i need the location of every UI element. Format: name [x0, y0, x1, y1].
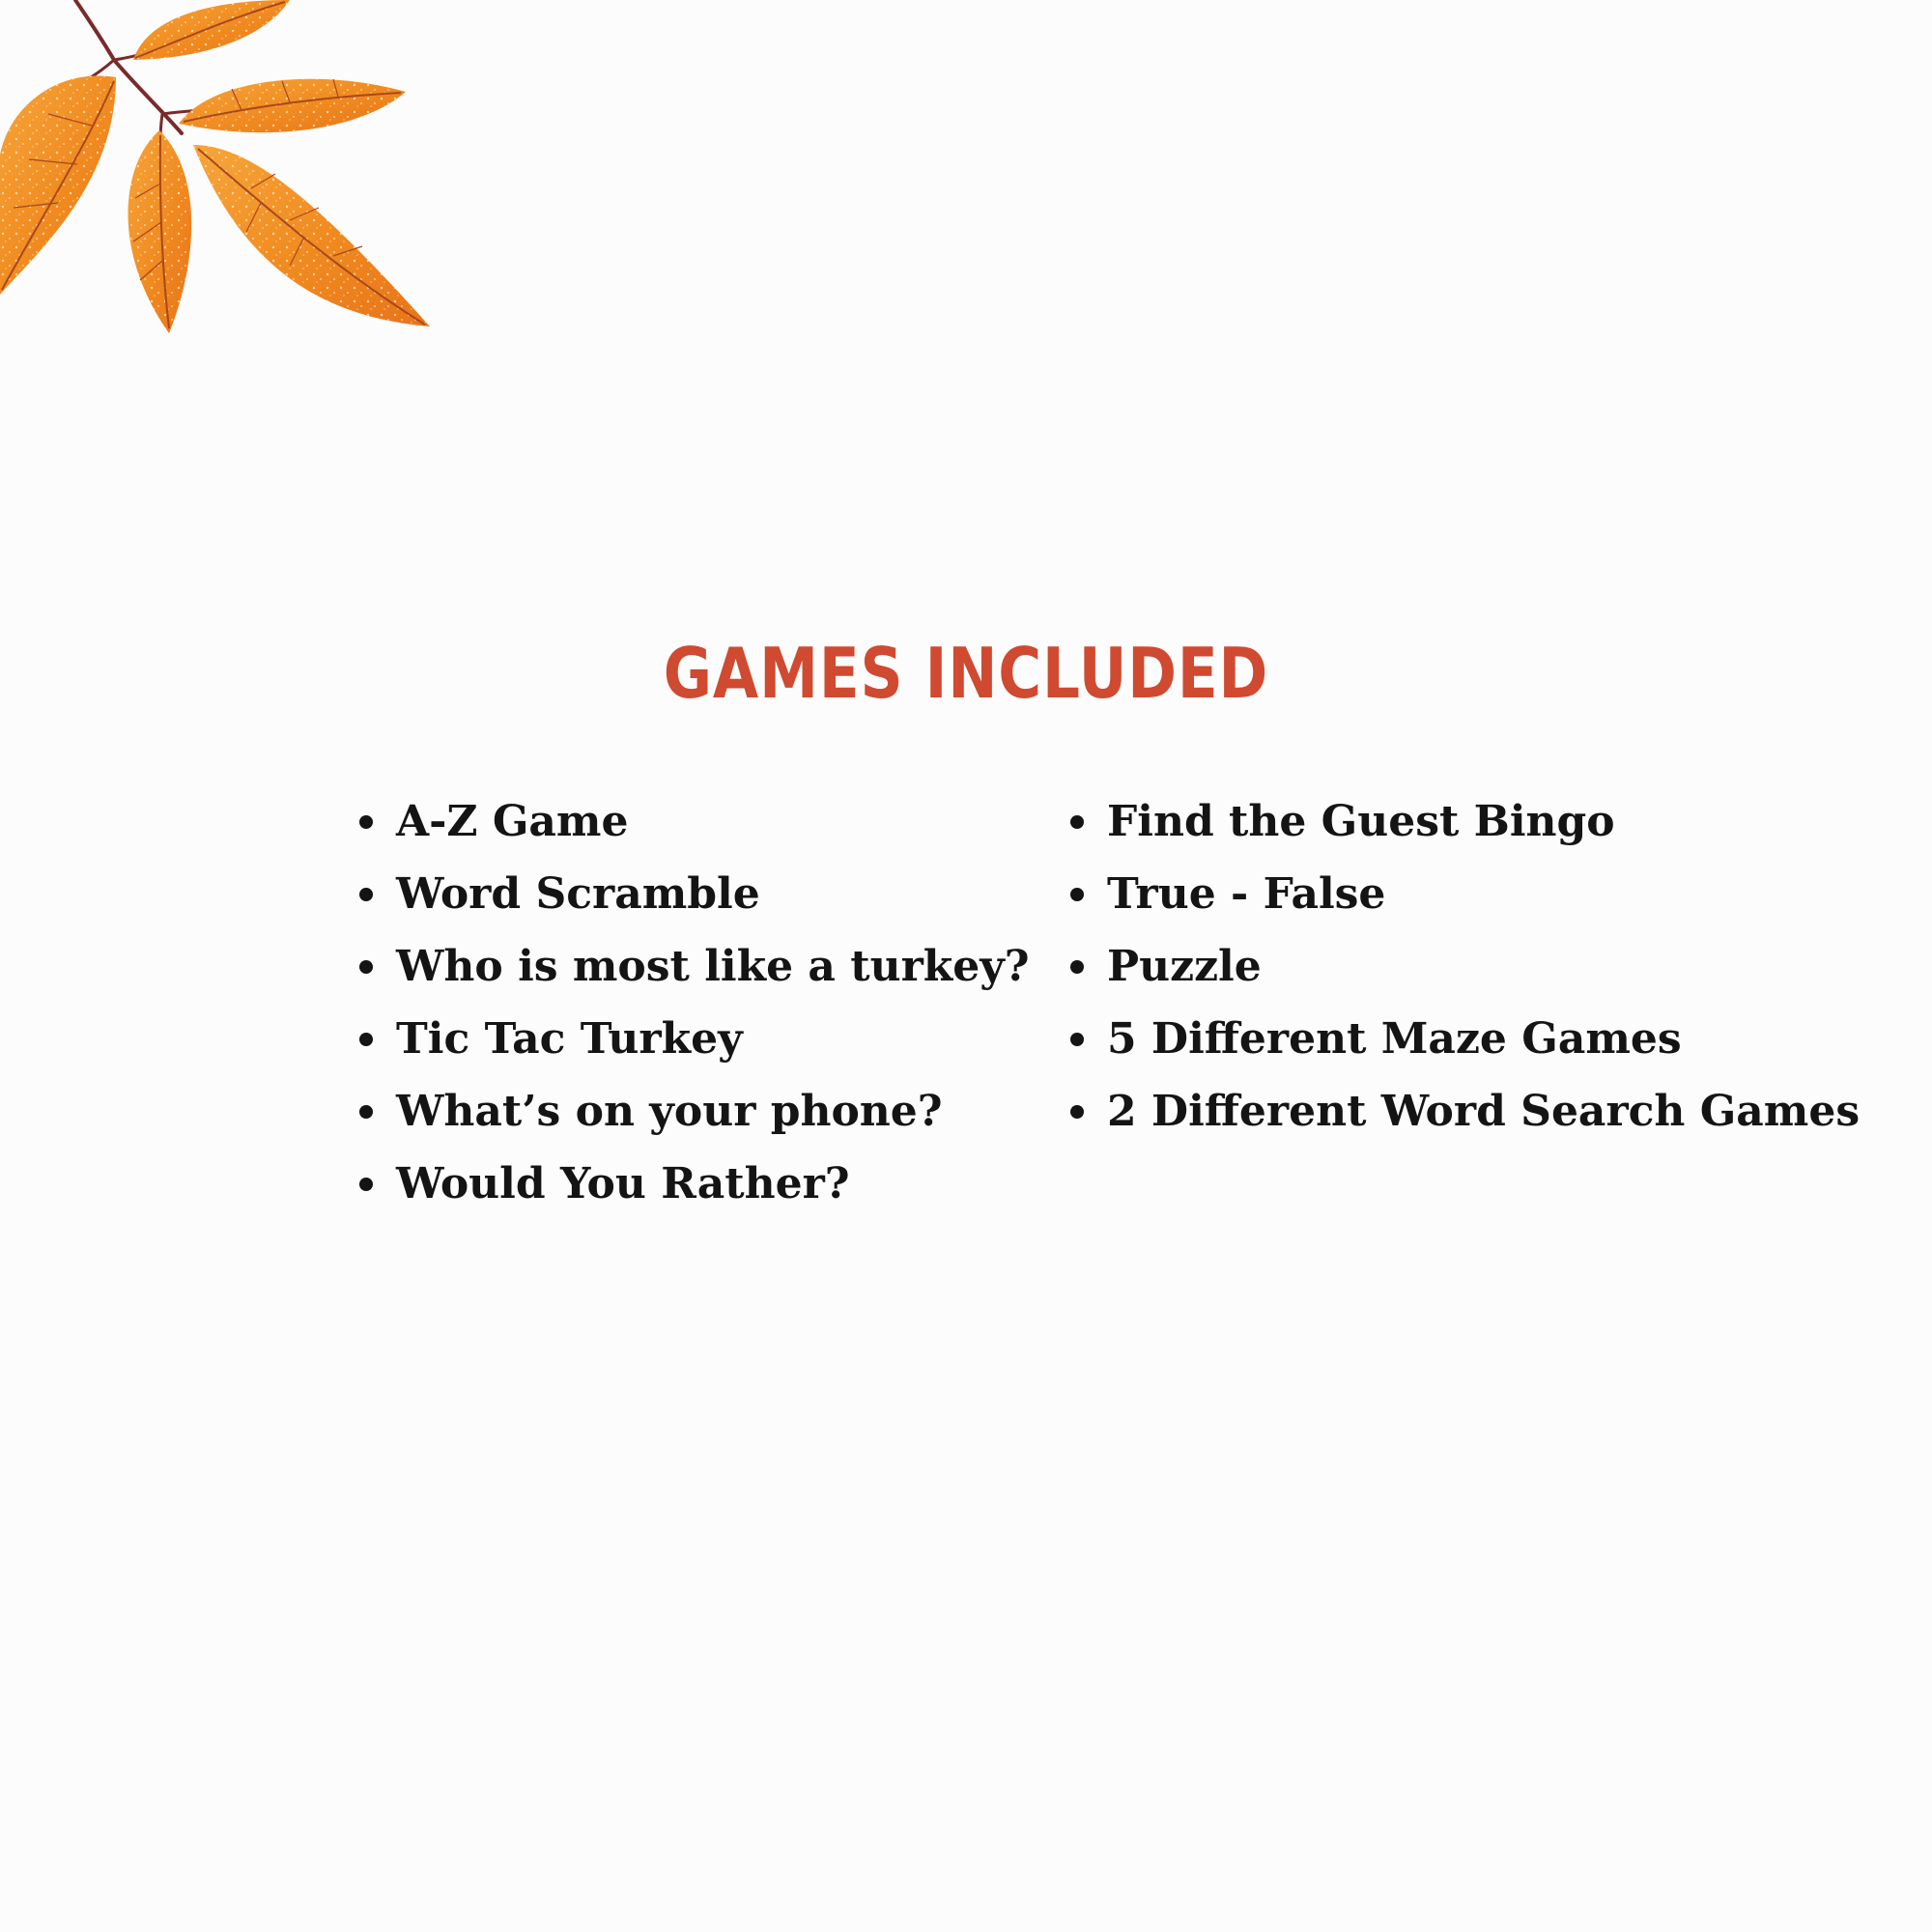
- list-item: [355, 1003, 1012, 1075]
- game-name: Tic Tac Turkey: [396, 1014, 743, 1064]
- game-name: Who is most like a turkey?: [396, 942, 1030, 991]
- bullet-icon: [359, 1033, 373, 1046]
- game-name: True - False: [1107, 869, 1386, 919]
- games-list-right: [1066, 785, 1897, 1148]
- list-item: [1066, 785, 1897, 858]
- bullet-icon: [359, 960, 373, 974]
- autumn-leaves-icon: [0, 0, 444, 348]
- bullet-icon: [359, 888, 373, 901]
- game-name: 5 Different Maze Games: [1107, 1014, 1682, 1064]
- bullet-icon: [1070, 1033, 1084, 1046]
- game-name: 2 Different Word Search Games: [1107, 1087, 1861, 1136]
- list-item: [355, 930, 1030, 1003]
- list-item: [355, 1148, 1012, 1220]
- bullet-icon: [359, 815, 373, 829]
- bullet-icon: [1070, 815, 1084, 829]
- page-title: GAMES INCLUDED: [663, 633, 1269, 714]
- games-list-left: [355, 785, 1030, 1220]
- game-name: Would You Rather?: [396, 1159, 850, 1208]
- game-name: Word Scramble: [396, 869, 760, 919]
- list-item: [1066, 858, 1897, 930]
- bullet-icon: [1070, 1105, 1084, 1119]
- list-item: [1066, 1075, 1897, 1148]
- bullet-icon: [1070, 888, 1084, 901]
- list-item: [1066, 930, 1897, 1003]
- list-item: [355, 1075, 1012, 1148]
- list-item: [1066, 1003, 1897, 1075]
- game-name: Find the Guest Bingo: [1107, 797, 1615, 846]
- game-name: A-Z Game: [396, 797, 629, 846]
- game-name: What’s on your phone?: [396, 1087, 943, 1136]
- bullet-icon: [359, 1105, 373, 1119]
- list-item: [355, 785, 1012, 858]
- bullet-icon: [1070, 960, 1084, 974]
- bullet-icon: [359, 1178, 373, 1191]
- list-item: [355, 858, 1012, 930]
- game-name: Puzzle: [1107, 942, 1262, 991]
